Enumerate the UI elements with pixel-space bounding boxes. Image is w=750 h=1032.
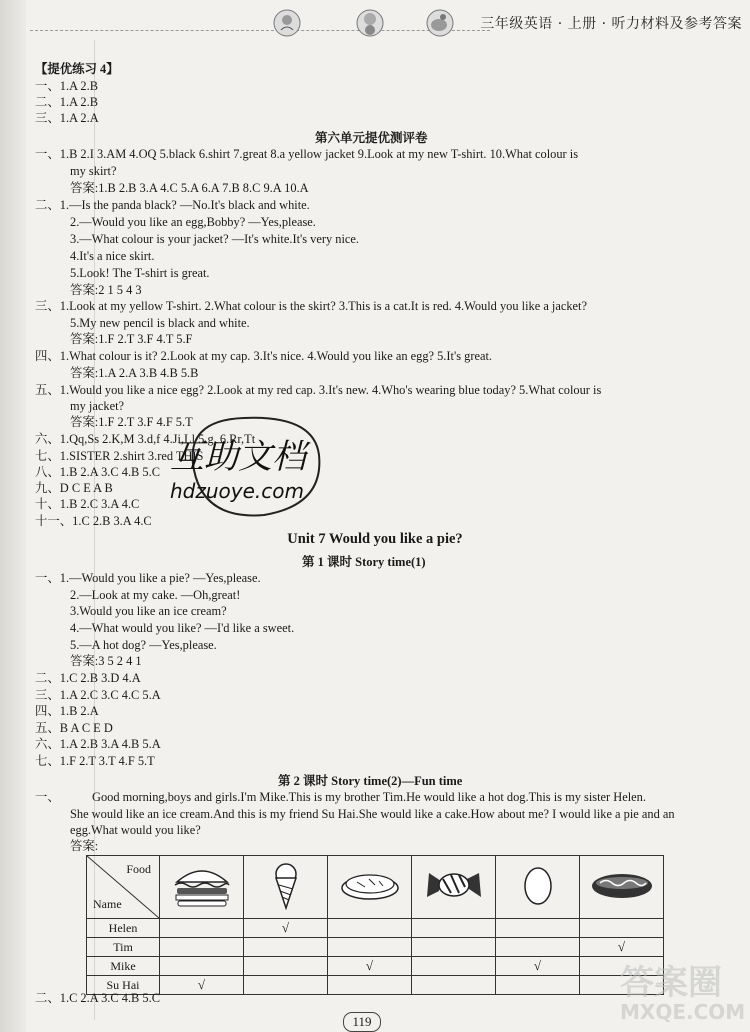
page-number: 119 (343, 1012, 381, 1032)
answer-line: 八、1.B 2.A 3.C 4.B 5.C (35, 465, 160, 479)
mark-cell: √ (328, 957, 412, 976)
listening-line: 四、1.What colour is it? 2.Look at my cap. 3.It's nice. 4.Would you like an egg? 5.It's great. (35, 349, 492, 363)
lesson1-title: 第 1 课时 Story time(1) (302, 555, 426, 569)
listening-line: 5.—A hot dog? —Yes,please. (70, 638, 217, 652)
page-header (0, 0, 750, 44)
answer-line: 答案:1.F 2.T 3.F 4.F 5.T (70, 415, 193, 429)
row-name: Su Hai (87, 976, 160, 995)
egg-cell (496, 856, 580, 919)
answer-line: 九、D C E A B (35, 481, 113, 495)
listening-line: She would like an ice cream.And this is my friend Su Hai.She would like a cake.How about me? I would like a pie and an (70, 807, 675, 821)
food-header: Food (126, 862, 151, 876)
mark-cell (328, 938, 412, 957)
section-label: 【提优练习 4】 (35, 62, 119, 76)
mark-cell (412, 938, 496, 957)
listening-line: 2.—Look at my cake. —Oh,great! (70, 588, 241, 602)
watermark-top: 答案圈 (620, 963, 722, 1003)
mark-cell: √ (244, 919, 328, 938)
listening-line: 4.—What would you like? —I'd like a sweet. (70, 621, 295, 635)
mark-cell (496, 919, 580, 938)
mark-cell (496, 938, 580, 957)
listening-line: 4.It's a nice skirt. (70, 249, 155, 263)
answer-line: 答案:1.B 2.B 3.A 4.C 5.A 6.A 7.B 8.C 9.A 10.A (70, 181, 309, 195)
watermark-bottom: MXQE.COM (620, 1000, 746, 1024)
ice-cream-cell (244, 856, 328, 919)
table-header-row (87, 856, 664, 919)
hamburger-cell (160, 856, 244, 919)
mark-cell: √ (496, 957, 580, 976)
answer-line: 七、1.F 2.T 3.T 4.F 5.T (35, 754, 155, 768)
listening-line: 三、1.Look at my yellow T-shirt. 2.What colour is the skirt? 3.This is a cat.It is red. 4.Would you like a jacket? (35, 299, 587, 313)
cartoon-bird-icon (425, 8, 455, 38)
answer-line: 七、1.SISTER 2.shirt 3.red THIS (35, 449, 204, 463)
mark-cell (580, 919, 664, 938)
answer-line: 一、1.A 2.B (35, 79, 98, 93)
mark-cell (244, 976, 328, 995)
name-header: Name (93, 897, 122, 911)
listening-line: my skirt? (70, 164, 117, 178)
answer-line: 十、1.B 2.C 3.A 4.C (35, 497, 140, 511)
stamp-url-text: hdzuoye.com (170, 479, 304, 503)
mark-cell (160, 919, 244, 938)
row-name: Helen (87, 919, 160, 938)
mark-cell (244, 957, 328, 976)
mark-cell: √ (580, 938, 664, 957)
answer-line: 二、1.C 2.A 3.C 4.B 5.C (35, 991, 160, 1005)
listening-line: 5.My new pencil is black and white. (70, 316, 250, 330)
table-row (87, 976, 664, 995)
listening-line: 五、1.Would you like a nice egg? 2.Look at my red cap. 3.It's new. 4.Who's wearing blue today? 5.What colour is (35, 383, 602, 397)
mark-cell (244, 938, 328, 957)
listening-line: 5.Look! The T-shirt is great. (70, 266, 210, 280)
listening-line: my jacket? (70, 399, 125, 413)
answer-line: 答案:2 1 5 4 3 (70, 283, 142, 297)
answer-line: 十一、1.C 2.B 3.A 4.C (35, 514, 152, 528)
table-row (87, 938, 664, 957)
answer-line: 答案:1.A 2.A 3.B 4.B 5.B (70, 366, 199, 380)
listening-line: egg.What would you like? (70, 823, 201, 837)
mark-cell (328, 976, 412, 995)
listening-line: 3.Would you like an ice cream? (70, 604, 227, 618)
answer-line: 六、1.Qq,Ss 2.K,M 3.d,f 4.Ji,Ll 5.g, 6.Rr,Tt (35, 432, 256, 446)
listening-line: 一、1.—Would you like a pie? —Yes,please. (35, 571, 261, 585)
answer-line: 三、1.A 2.C 3.C 4.C 5.A (35, 688, 161, 702)
mark-cell (160, 957, 244, 976)
table-row (87, 919, 664, 938)
mark-cell (412, 976, 496, 995)
answer-line: 二、1.C 2.B 3.D 4.A (35, 671, 141, 685)
listening-line: 2.—Would you like an egg,Bobby? —Yes,please. (70, 215, 316, 229)
header-dashed-rule (30, 30, 490, 31)
ice-cream-icon (266, 860, 306, 910)
mark-cell: √ (160, 976, 244, 995)
mark-cell (496, 976, 580, 995)
row-name: Tim (87, 938, 160, 957)
answer-line: 答案: (70, 839, 99, 853)
mark-cell (412, 919, 496, 938)
listening-line: 二、1.—Is the panda black? —No.It's black and white. (35, 198, 310, 212)
mark-cell (412, 957, 496, 976)
listening-line: 一、1.B 2.I 3.AM 4.OQ 5.black 6.shirt 7.great 8.a yellow jacket 9.Look at my new T-shirt. 10.What colour is (35, 147, 579, 161)
flower-icon (272, 8, 302, 38)
answer-line: 五、B A C E D (35, 721, 113, 735)
mark-cell (160, 938, 244, 957)
answer-line: 六、1.A 2.B 3.A 4.B 5.A (35, 737, 161, 751)
answer-line: 答案:1.F 2.T 3.F 4.T 5.F (70, 332, 193, 346)
cartoon-animal-icon (355, 8, 385, 38)
listening-line: Good morning,boys and girls.I'm Mike.This is my brother Tim.He would like a hot dog.This is my sister Helen. (92, 790, 646, 804)
header-title: 三年级英语 · 上册 · 听力材料及参考答案 (480, 16, 742, 32)
sweet-icon (425, 865, 483, 905)
unit7-title: Unit 7 Would you like a pie? (287, 531, 463, 547)
answer-line: 二、1.A 2.B (35, 95, 98, 109)
answer-line: 答案:3 5 2 4 1 (70, 654, 142, 668)
section-number: 一、 (35, 790, 60, 804)
lesson2-title: 第 2 课时 Story time(2)—Fun time (278, 774, 463, 788)
listening-line: 3.—What colour is your jacket? —It's white.It's very nice. (70, 232, 360, 246)
binding-gutter (0, 0, 26, 1032)
sweet-cell (412, 856, 496, 919)
hamburger-icon (171, 862, 233, 908)
unit6-test-title: 第六单元提优测评卷 (315, 131, 428, 145)
handwritten-stamp (164, 410, 334, 525)
hot-dog-cell (580, 856, 664, 919)
egg-icon (521, 862, 555, 908)
hot-dog-icon (590, 868, 654, 902)
row-name: Mike (87, 957, 160, 976)
food-table (86, 855, 664, 995)
pie-icon (339, 868, 401, 902)
answer-line: 四、1.B 2.A (35, 704, 99, 718)
pie-cell (328, 856, 412, 919)
table-row (87, 957, 664, 976)
answer-line: 三、1.A 2.A (35, 111, 99, 125)
corner-cell (87, 856, 160, 919)
watermark (620, 965, 745, 1023)
mark-cell (328, 919, 412, 938)
stamp-chinese-text: 互助文档 (170, 437, 306, 477)
